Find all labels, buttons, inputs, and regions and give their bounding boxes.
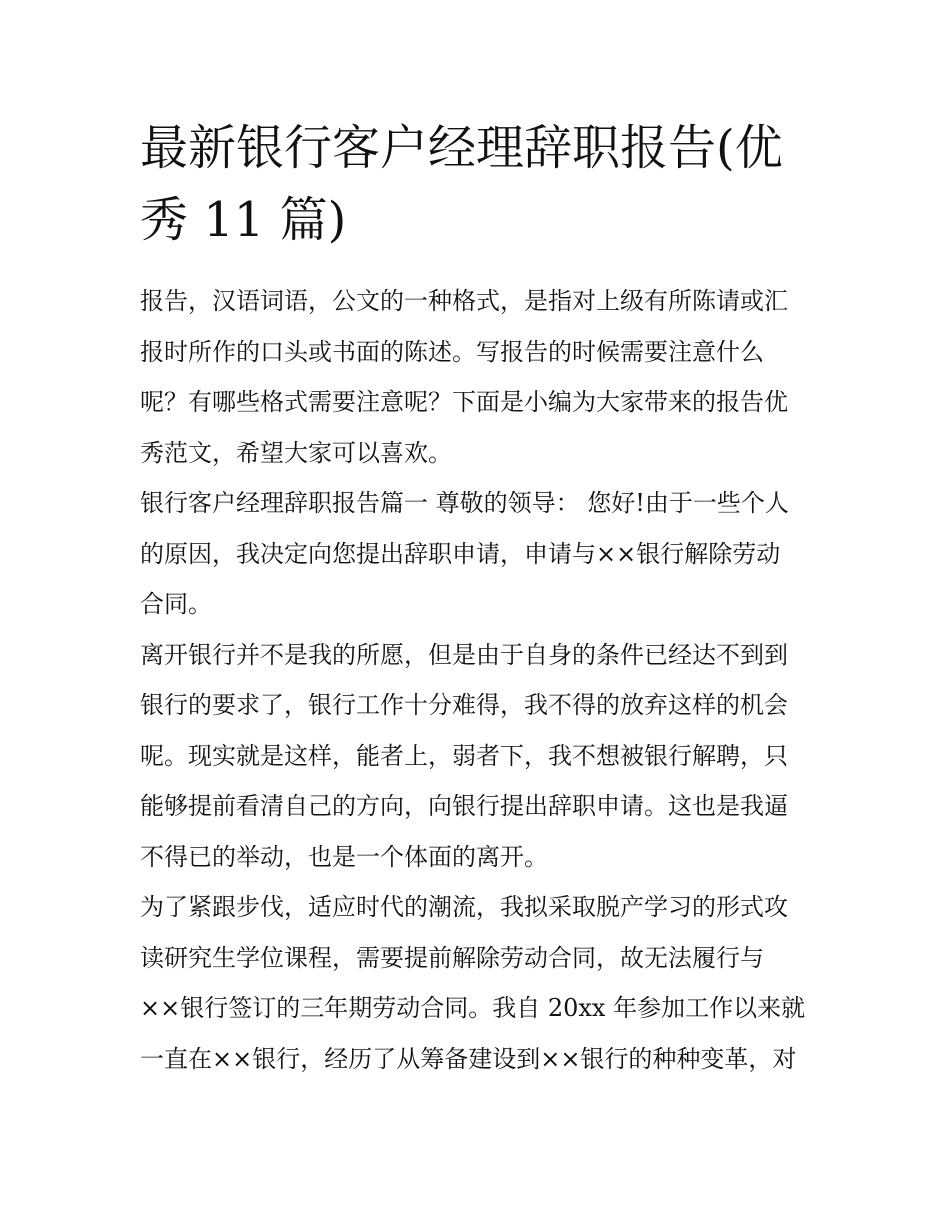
text-line: 能够提前看清自己的方向，向银行提出辞职申请。这也是我逼 bbox=[140, 792, 788, 820]
paragraph-salutation bbox=[140, 478, 820, 630]
document-title bbox=[140, 112, 820, 256]
text-line: ××银行签订的三年期劳动合同。我自 20xx 年参加工作以来就 bbox=[140, 994, 806, 1022]
text-line: 呢？有哪些格式需要注意呢？下面是小编为大家带来的报告优 bbox=[140, 388, 788, 416]
paragraph-reason bbox=[140, 630, 820, 883]
text-line: 的原因，我决定向您提出辞职申请，申请与××银行解除劳动 bbox=[140, 539, 781, 568]
text-line: 不得已的举动，也是一个体面的离开。 bbox=[140, 842, 548, 871]
text-line: 银行的要求了，银行工作十分难得，我不得的放弃这样的机会 bbox=[140, 691, 788, 719]
text-line: 报时所作的口头或书面的陈述。写报告的时候需要注意什么 bbox=[140, 337, 764, 366]
text-line: 离开银行并不是我的所愿，但是由于自身的条件已经达不到到 bbox=[140, 640, 788, 669]
title-line-2: 秀 11 篇) bbox=[140, 192, 347, 248]
text-line: 秀范文，希望大家可以喜欢。 bbox=[140, 438, 452, 467]
text-line: 银行客户经理辞职报告篇一 尊敬的领导： 您好!由于一些个人 bbox=[140, 489, 789, 517]
text-line: 报告，汉语词语，公文的一种格式，是指对上级有所陈请或汇 bbox=[140, 287, 788, 315]
paragraph-study-plan bbox=[140, 882, 820, 1084]
text-line: 合同。 bbox=[140, 590, 212, 618]
text-line: 为了紧跟步伐，适应时代的潮流，我拟采取脱产学习的形式攻 bbox=[140, 893, 788, 921]
text-line: 一直在××银行，经历了从筹备建设到××银行的种种变革，对 bbox=[140, 1044, 797, 1073]
text-line: 呢。现实就是这样，能者上，弱者下，我不想被银行解聘，只 bbox=[140, 741, 788, 770]
paragraph-intro bbox=[140, 276, 820, 478]
text-line: 读研究生学位课程，需要提前解除劳动合同，故无法履行与 bbox=[140, 943, 764, 972]
document-body bbox=[140, 276, 820, 1084]
title-line-1: 最新银行客户经理辞职报告(优 bbox=[140, 120, 783, 176]
